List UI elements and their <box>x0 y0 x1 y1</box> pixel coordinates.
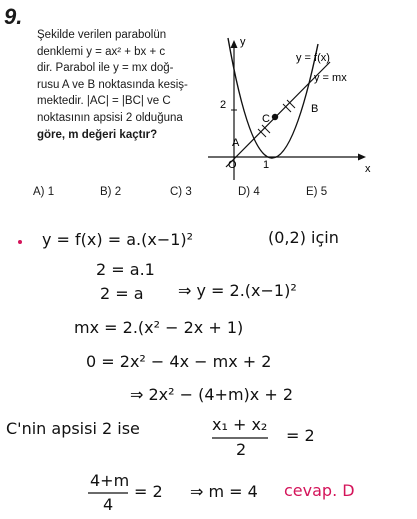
solution-line-7-frac-den: 2 <box>236 440 247 459</box>
solution-line-3-result: ⇒ y = 2.(x−1)² <box>178 281 297 300</box>
solution-line-5: 0 = 2x² − 4x − mx + 2 <box>86 352 272 371</box>
point-a-label: A <box>232 137 240 149</box>
option-e: E) 5 <box>306 186 328 198</box>
line-label: y = mx <box>314 72 347 84</box>
solution-line-4: mx = 2.(x² − 2x + 1) <box>74 318 244 337</box>
solution-line-2: 2 = a.1 <box>96 260 155 279</box>
question-line-3: dir. Parabol ile y = mx doğ- <box>37 62 174 75</box>
red-bullet-mark <box>18 240 22 244</box>
solution-line-8-frac-den: 4 <box>103 495 114 514</box>
question-line-2: denklemi y = ax² + bx + c <box>37 45 166 58</box>
solution-line-3: 2 = a <box>100 284 144 303</box>
x-tick-label-1: 1 <box>263 159 270 171</box>
solution-line-6: ⇒ 2x² − (4+m)x + 2 <box>130 385 294 404</box>
answer-note: cevap. D <box>284 481 355 500</box>
option-c: C) 3 <box>170 186 192 198</box>
solution-line-1-note: (0,2) için <box>268 228 339 247</box>
question-line-4: rusu A ve B noktasında kesiş- <box>37 78 188 91</box>
solution-line-8-frac-num: 4+m <box>90 471 130 490</box>
x-axis-label: x <box>365 163 371 175</box>
y-tick-label-2: 2 <box>220 99 227 111</box>
solution-line-7-frac-num: x₁ + x₂ <box>212 415 268 434</box>
origin-label: O <box>228 159 237 171</box>
solution-line-7: C'nin apsisi 2 ise <box>6 419 140 438</box>
option-d: D) 4 <box>238 186 260 198</box>
point-b-label: B <box>311 103 319 115</box>
option-b: B) 2 <box>100 186 122 198</box>
question-line-5: mektedir. |AC| = |BC| ve C <box>37 95 171 108</box>
y-axis-label: y <box>240 36 246 48</box>
solution-line-8-eq: = 2 <box>134 482 163 501</box>
solution-line-1: y = f(x) = a.(x−1)² <box>42 230 194 249</box>
solution-line-7-result: = 2 <box>286 426 315 445</box>
question-line-7: göre, m değeri kaçtır? <box>37 128 158 141</box>
question-number: 9. <box>4 4 23 29</box>
curve-label: y = f(x) <box>296 52 330 64</box>
point-c-label: C <box>262 113 270 125</box>
question-line-6: noktasının apsisi 2 olduğuna <box>37 111 183 124</box>
question-line-1: Şekilde verilen parabolün <box>37 29 167 41</box>
option-a: A) 1 <box>33 186 55 198</box>
solution-line-8-result: ⇒ m = 4 <box>190 482 258 501</box>
